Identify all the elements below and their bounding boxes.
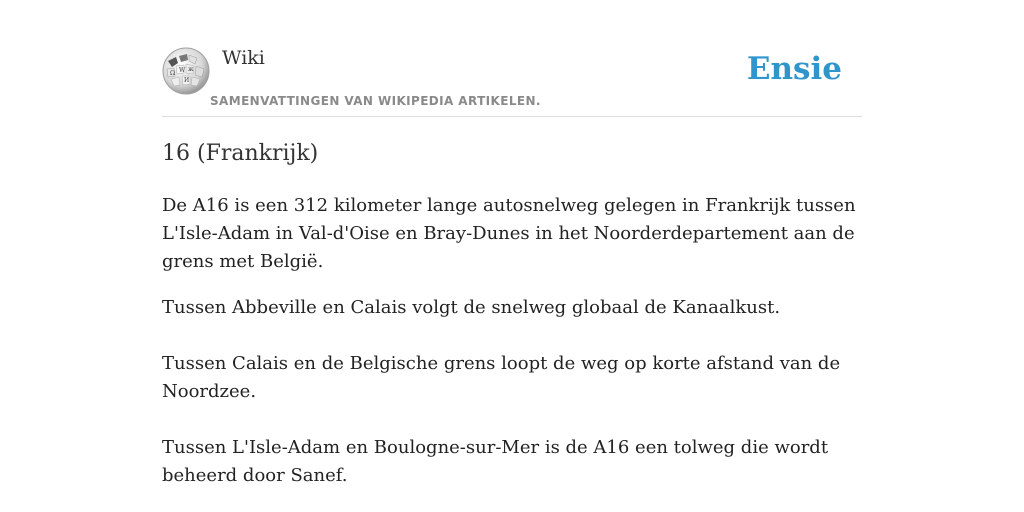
- article-content: [162, 138, 864, 490]
- svg-text:W: W: [179, 67, 186, 74]
- site-name[interactable]: Wiki: [222, 47, 265, 69]
- article-paragraph: Tussen L'Isle-Adam en Boulogne-sur-Mer is de A16 een tolweg die wordt beheerd door Sanef.: [162, 437, 829, 486]
- svg-text:Ω: Ω: [170, 70, 175, 77]
- brand-logo-link[interactable]: Ensie: [746, 51, 842, 87]
- article-paragraph: Tussen Calais en de Belgische grens loopt de weg op korte afstand van de Noordzee.: [162, 353, 841, 402]
- svg-text:ж: ж: [188, 66, 194, 73]
- article-paragraph: De A16 is een 312 kilometer lange autosnelweg gelegen in Frankrijk tussen L'Isle-Adam in Val-d'Oise en Bray-Dunes in het Noorderdepartement aan de grens met België.: [162, 195, 856, 272]
- site-tagline: SAMENVATTINGEN VAN WIKIPEDIA ARTIKELEN.: [210, 94, 541, 108]
- svg-text:И: И: [184, 77, 190, 84]
- site-header: [162, 40, 862, 117]
- article-paragraph: Tussen Abbeville en Calais volgt de snelweg globaal de Kanaalkust.: [162, 297, 781, 318]
- wikipedia-globe-icon[interactable]: [162, 47, 210, 95]
- article-title: 16 (Frankrijk): [162, 141, 319, 166]
